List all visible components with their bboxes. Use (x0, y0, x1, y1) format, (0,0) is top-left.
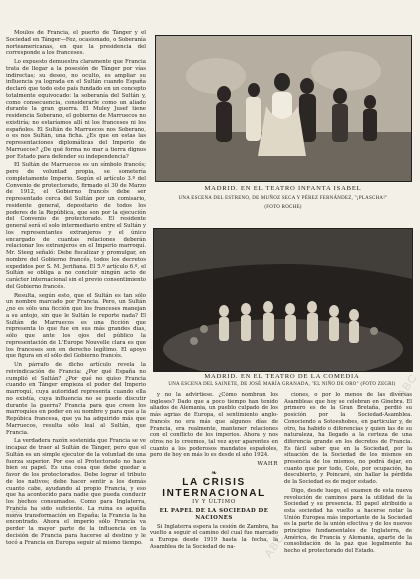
left-paragraph: La verdadera razón sostenida que Francia se ve incapaz de traer al Sultán de Tánger, pero que el Sultán es un simple ejecutor de la voluntad de una fuerza superior. Por eso el Protectorado no hace bien su papel. Es una cosa que debe quedar a favor de los protectorados. Debe lograr el tributo de los nativos; debe hacer sentir a los demás cuanto cabe, ayudando al propio Francia, y eso que ha acontecido para nadie que pueda conducir los hechos consumados. Como para Inglaterra, Francia ha sido suficiente. La ruina es aquélla nueva transformación en España; la Francia la ha encontrado. Ahora el imperio sólo Francia va perder la mayor parte de la influencia en la decisión de Francia para hacerse al destino y le tocó a Francia en Europa seguir al mismo tiempo. (6, 438, 146, 546)
middle-paragraph: y no la advirtiese. ¿Cómo nombran los ingleses? Dado que a poco tiempo han tenido aliados de Alemania, un pueblo culpado de los más agrias de Europa, el sentimiento anglo-francés no era más que algunos días de Francia, era realmente, mantener relaciones con el conflicto de los imperios. Ahora y nos otros no lo creemos, tal vez ayer aparentes en cuanto a los poderosos mandatos españoles, pero de hoy en más lo es desde el año 1924. (150, 392, 278, 459)
stage-scene-illustration (156, 36, 411, 181)
section-paragraph: Si Inglaterra espera la cesión de Zambra, ha vuelto a seguir el camino del cual fue marcado a Europa desde 1919 hasta la fecha, la Asamblea de la Sociedad de na- (150, 523, 278, 550)
section-title-line-2: INTERNACIONAL (162, 488, 266, 500)
theater-photo-infanta-isabel (155, 35, 412, 182)
watermark-logo: ABC (262, 532, 288, 560)
theater-photo-comedia (153, 228, 413, 372)
section-title-line-1: LA CRISIS (182, 477, 246, 489)
middle-column (150, 392, 278, 572)
ornament-icon: ❧ (211, 468, 217, 477)
watermark-logo: ABC (8, 492, 34, 520)
left-paragraph: Resulta, según esto, que el Sultán es tan sólo un nombre marcado por Francia. Pero, un Sultán ¿no es sólo una ficción que los franceses manejan a su antojo, sin que le Sultán le reporte nada? El Sultán de Marruecos es una ficción que representa lo que fue en sus más grandes días, sólo que ante los ojos del público la representación de L'Europe Nouvelle clara es que los franceses son en derecho legítimo. El apoyo que figura en el sólo del Gobierno francés. (6, 292, 146, 360)
photo-caption-subtitle-2: UNA ESCENA DEL SAINETE, DE JOSÉ MARÍA GRANADA, "EL NIÑO DE ORO" (FOTO ZEGRI) (168, 382, 396, 387)
photo-caption-title-2: MADRID. EN EL TEATRO DE LA COMEDIA (204, 373, 360, 380)
photo-caption-subtitle: UNA ESCENA DEL ESTRENO, DE MUÑOZ SECA Y PÉREZ FERNÁNDEZ, "¡PLASCHA!" (178, 196, 388, 201)
left-column (6, 30, 146, 568)
comedia-scene-illustration (154, 229, 412, 371)
left-paragraph: Lo expuesto demuestra claramente que Francia trata de llegar a la posesión de Tánger por vías indirectas; su deseo, no oculto, es ampliar su influencia ya lograda en el Sultán cuando España declaró que todo este país fundado en un concepto totalmente equivocado: la soberanía del Sultán y, como consecuencia, considerarle como un aliado durante la gran guerra. El Muley Jusef tiene residencia Soberano, el gobierno de Marruecos no existiría; no estaríamos allí ni los franceses ni los españoles. El Sultán de Marruecos nos Soberano, o es nos Sultán, una ficha. ¿Es que en estas las representaciones diplomáticas del Imperio de Marruecos? ¿De qué forma no mar a tierra dignos por Estado para defender su independencia? (6, 59, 146, 160)
signature: WAHR (257, 461, 278, 468)
right-paragraph: Digo, desde luego, el examen de esta nueva revolución de caminos para la utilidad de la Sociedad y su presencia. El papel atribuido a esta sociedad ha vuelto a hacerse notar la Unión Europea más importante de la Sociedad es la parte de la unión efectiva y de los nuevos principios fundamentales de Inglaterra, de América, de Francia y Alemania, aparte de la consolidación de la paz que legalmente ha hecho el protectorado del Estado. (284, 487, 412, 555)
photo-credit: (FOTO ROCHE) (264, 205, 302, 210)
right-paragraph: ciones, o por lo menos de las diversas Asambleas que hoy se celebran en Ginebra. El primero es de la Gran Bretaña, perdió su posición por la Sociedad-Asamblea. Conociendo a Sotoeshobes, en particular y, de otro, ha habido o diferencias y quien las de su naturaleza, ha llegado a la certeza de una diferencia grande en los decretos de Francia. Es fácil saber que en la Sociedad, por la situación de la Sociedad de los mismos en presencia de los mismos, no podrá dejar, en cuanto que por todo, Cole, por ocupación, ha descubierto, y Poincaré, sin hallar la pérdida de la Sociedad es de mejor estado. (284, 392, 412, 486)
right-column (284, 392, 412, 572)
left-paragraph: Un párrafo de dicho artículo revela la reivindicación de Francia: ¿Por qué España no cumplió el Sultán? ¿Por qué no quiso Francia cuando en Tánger empieza el poder del Imperio marroquí, cuya autoridad representa cuando ella no existía, cuya influencia no se puede discutir durante la guerra? Francia para que creen los marroquíes en poder en su nombre y para que a la Repúbica francesa, que ya ha adquirido más que Marruecos, resulta sólo leal al Sultán, que Francia. (6, 362, 146, 436)
section-heading: EL PAPEL DE LA SOCIEDAD DE NACIONES (159, 508, 269, 521)
left-paragraph: Moulos de Francia, el puerto de Tánger y el Sociedad en Tánger—Fez, ocasionado, o Soberanía norteamericanas, en que la presidencia del corresponde a los franceses. (6, 30, 146, 57)
watermark-logo: ABC (395, 372, 420, 400)
left-paragraph: El Sultán de Marruecos es un símbolo francés; pero de voluntad propia, se sometería completamente Imperio. Según el artículo 3.º del Convenio de protectorado, firmado el 30 de Marzo de 1912, el Gobierno francés debe ser representado cerca del Sultán por un comisario, residente general, depositario de todos los poderes de la República, que son por la ejecución del Convenio de protectorado. El residente general será el solo intermediario entre el Sultán y los representantes extranjeros y el único encargado de cuantas relaciones deberán relacionar los extranjeros en el Imperio marroquí. Mr. Steeg señaló: Debe fiscalizar y promulgar, en nombre del Gobierno francés, todos los decretos expedidos por S. M. Jerifiana. El 5.º artículo 6.º, el Sultán se obliga a no concluir ningún acto de carácter internacional sin el previo consentimiento del Gobierno francés. (6, 162, 146, 290)
photo-caption-title: MADRID. EN EL TEATRO INFANTA ISABEL (204, 185, 362, 192)
section-subtitle: IV Y ÚLTIMO (192, 499, 236, 506)
